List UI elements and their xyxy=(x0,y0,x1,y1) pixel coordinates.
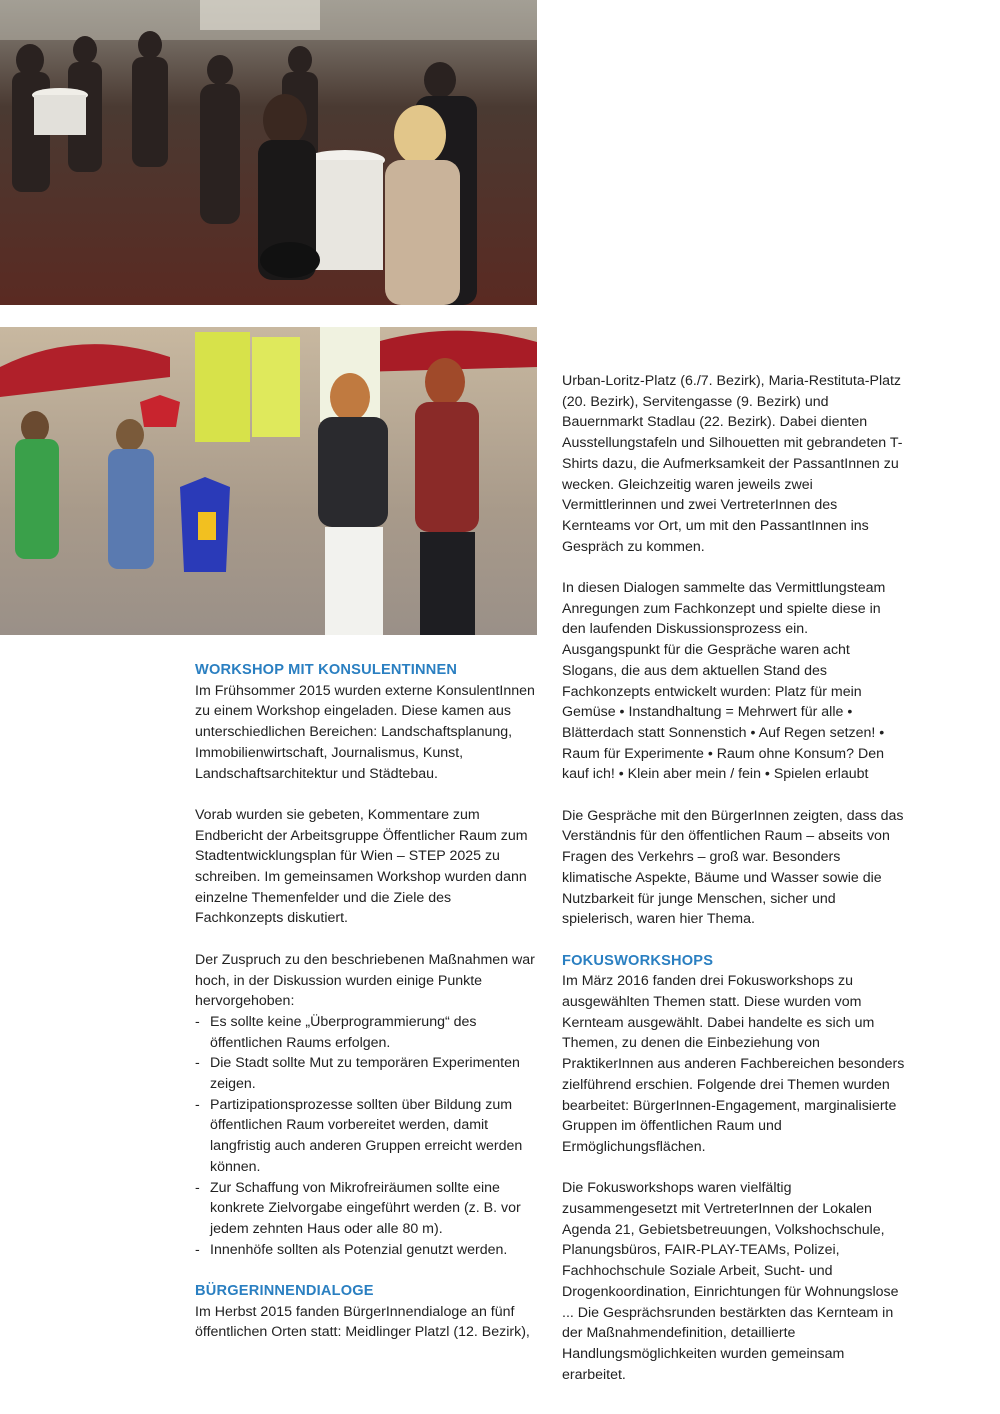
list-item: - Innenhöfe sollten als Potenzial genutzt werden. xyxy=(195,1241,508,1258)
dialoge-heading: BÜRGERINNENDIALOGE xyxy=(195,1283,374,1300)
event-photo-outdoor xyxy=(0,327,537,635)
dialoge-paragraph-1: Im Herbst 2015 fanden BürgerInnendialoge an fünf öffentlichen Orten statt: Meidlinger Platzl (12. Bezirk), xyxy=(195,1303,530,1341)
workshop-paragraph-3: Der Zuspruch zu den beschriebenen Maßnahmen war hoch, in der Diskussion wurden einige Punkte hervorgehoben: xyxy=(195,951,535,1010)
workshop-paragraph-2: Vorab wurden sie gebeten, Kommentare zum Endbericht der Arbeitsgruppe Öffentlicher Raum zum Stadtentwicklungsplan für Wien – STEP 2025 zu schreiben. Im gemeinsamen Workshop wurden dann einzelne Themenfelder und die Ziele des Fachkonzepts diskutiert. xyxy=(195,806,528,927)
fokus-paragraph-1: Im März 2016 fanden drei Fokusworkshops zu ausgewählten Themen statt. Diese wurden vom Kernteam ausgewählt. Dabei handelte es sich um Themen, zu denen die Einbeziehung von PraktikerInnen aus anderen Fachbereichen besonders zielführend erschien. Folgende drei Themen wurden bearbeitet: BürgerInnen-Engagement, marginalisierte Gruppen im öffentlichen Raum und Ermöglichungsflächen. xyxy=(562,973,905,1155)
left-text-column xyxy=(195,660,540,1343)
list-item: - Es sollte keine „Überprogrammierung“ des öffentlichen Raums erfolgen. xyxy=(195,1013,477,1051)
workshop-heading: WORKSHOP MIT KONSULENTINNEN xyxy=(195,662,458,678)
list-item: - Zur Schaffung von Mikrofreiräumen sollte eine konkrete Zielvorgabe eingeführt werden (z. B. vor jedem zehnten Haus oder alle 80 m). xyxy=(195,1179,521,1237)
list-item: - Die Stadt sollte Mut zu temporären Experimenten zeigen. xyxy=(195,1055,520,1093)
dialoge-paragraph-2: Urban-Loritz-Platz (6./7. Bezirk), Maria-Restituta-Platz (20. Bezirk), Servitengasse (9. Bezirk) und Bauernmarkt Stadlau (22. Bezirk). Dabei dienten Ausstellungstafeln und Silhouetten mit gebrandeten T-Shirts dazu, die Aufmerksamkeit der PassantInnen zu wecken. Gleichzeitig waren jeweils zwei Vermittlerinnen und zwei VertreterInnen des Kernteams vor Ort, um mit den PassantInnen ins Gespräch zu kommen. xyxy=(562,373,903,555)
right-text-column xyxy=(562,371,907,1385)
event-photo-indoor xyxy=(0,0,537,305)
fokus-paragraph-2: Die Fokusworkshops waren vielfältig zusammengesetzt mit VertreterInnen der Lokalen Agenda 21, Gebietsbetreuungen, Volkshochschule, Planungsbüros, FAIR-PLAY-TEAMs, Polizei, Fachhochschule Soziale Arbeit, Sucht- und Drogenkoordination, Einrichtungen für Wohnungslose ... Die Gesprächsrunden bestärkten das Kernteam in der Maßnahmendefinition, detaillierte Handlungsmöglichkeiten wurden gemeinsam erarbeitet. xyxy=(562,1180,899,1383)
dialoge-paragraph-3: In diesen Dialogen sammelte das Vermittlungsteam Anregungen zum Fachkonzept und spielte diese in den laufenden Diskussionsprozess ein. Ausgangspunkt für die Gespräche waren acht Slogans, die aus dem aktuellen Stand des Fachkonzepts entwickelt wurden: Platz für mein Gemüse • Instandhaltung = Mehrwert für alle • Blätterdach statt Sonnenstich • Auf Regen setzen! • Raum für Experimente • Raum ohne Konsum? Den kauf ich! • Klein aber mein / fein • Spielen erlaubt xyxy=(562,580,886,783)
fokus-heading: FOKUSWORKSHOPS xyxy=(562,952,714,969)
workshop-paragraph-1: Im Frühsommer 2015 wurden externe KonsulentInnen zu einem Workshop eingeladen. Diese kamen aus unterschiedlichen Bereichen: Landschaftsplanung, Immobilienwirtschaft, Journalismus, Kunst, Landschaftsarchitektur und Städtebau. xyxy=(195,682,535,782)
dialoge-paragraph-4: Die Gespräche mit den BürgerInnen zeigten, dass das Verständnis für den öffentlichen Raum – abseits von Fragen des Verkehrs – groß war. Besonders klimatische Aspekte, Bäume und Wasser sowie die Nutzbarkeit für junge Menschen, sicher und spielerisch, waren hier Thema. xyxy=(562,807,904,928)
workshop-bullet-list xyxy=(195,1012,540,1260)
list-item: - Partizipationsprozesse sollten über Bildung zum öffentlichen Raum vorbereitet werden, damit langfristig auch anderen Gruppen erreicht werden können. xyxy=(195,1096,523,1175)
